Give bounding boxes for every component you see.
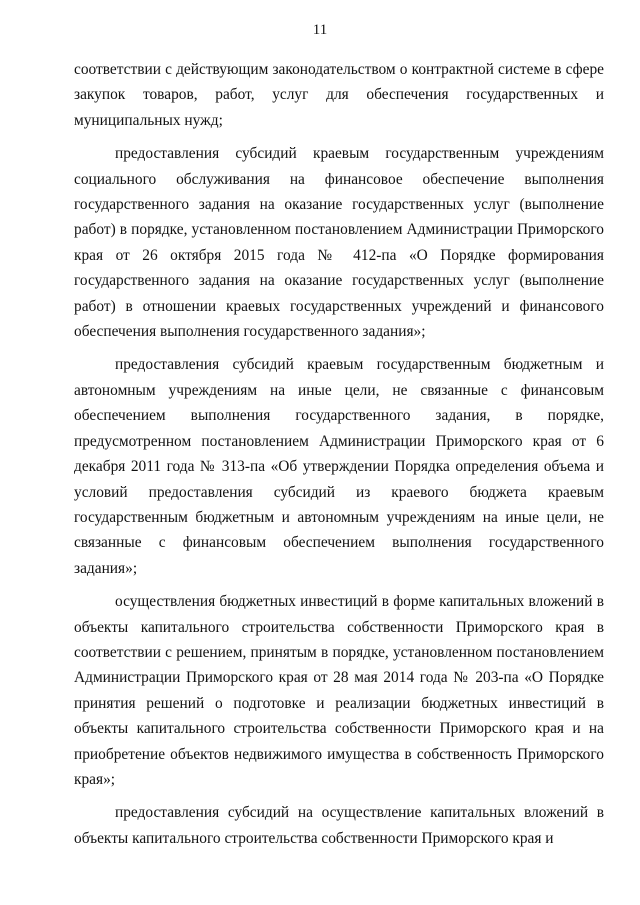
paragraph-capital-investments: осуществления бюджетных инвестиций в форме капитальных вложений в объекты капитального строительства собственности Приморского края в соответствии с решением, принятым в порядке, установленном постановлением Администрации Приморского края от 28 мая 2014 года № 203-па «О Порядке принятия решений о подготовке и реализации бюджетных инвестиций в объекты капитального строительства собственности Приморского края и на приобретение объектов недвижимого имущества в собственность Приморского края»; [74,593,604,788]
paragraph-procurement-law: соответствии с действующим законодательством о контрактной системе в сфере закупок товаров, работ, услуг для обеспечения государственных и муниципальных нужд; [74,61,604,129]
paragraph-other-purpose-subsidies: предоставления субсидий краевым государственным бюджетным и автономным учреждениям на иные цели, не связанные с финансовым обеспечением выполнения государственного задания, в порядке, предусмотренном постановлением Администрации Приморского края от 6 декабря 2011 года № 313-па «Об утверждении Порядка определения объема и условий предоставления субсидий из краевого бюджета краевым государственным бюджетным и автономным учреждениям на иные цели, не связанные с финансовым обеспечением выполнения государственного задания»; [74,356,604,577]
paragraph-capital-subsidies: предоставления субсидий на осуществление капитальных вложений в объекты капитального строительства собственности Приморского края и [74,804,604,847]
document-body [74,57,604,851]
paragraph-social-service-subsidies: предоставления субсидий краевым государственным учреждениям социального обслуживания на финансовое обеспечение выполнения государственного задания на оказание государственных услуг (выполнение работ) в порядке, установленном постановлением Администрации Приморского края от 26 октября 2015 года № 412-па «О Порядке формирования государственного задания на оказание государственных услуг (выполнение работ) в отношении краевых государственных учреждений и финансового обеспечения выполнения государственного задания»; [74,145,604,341]
page-number: 11 [312,22,328,38]
